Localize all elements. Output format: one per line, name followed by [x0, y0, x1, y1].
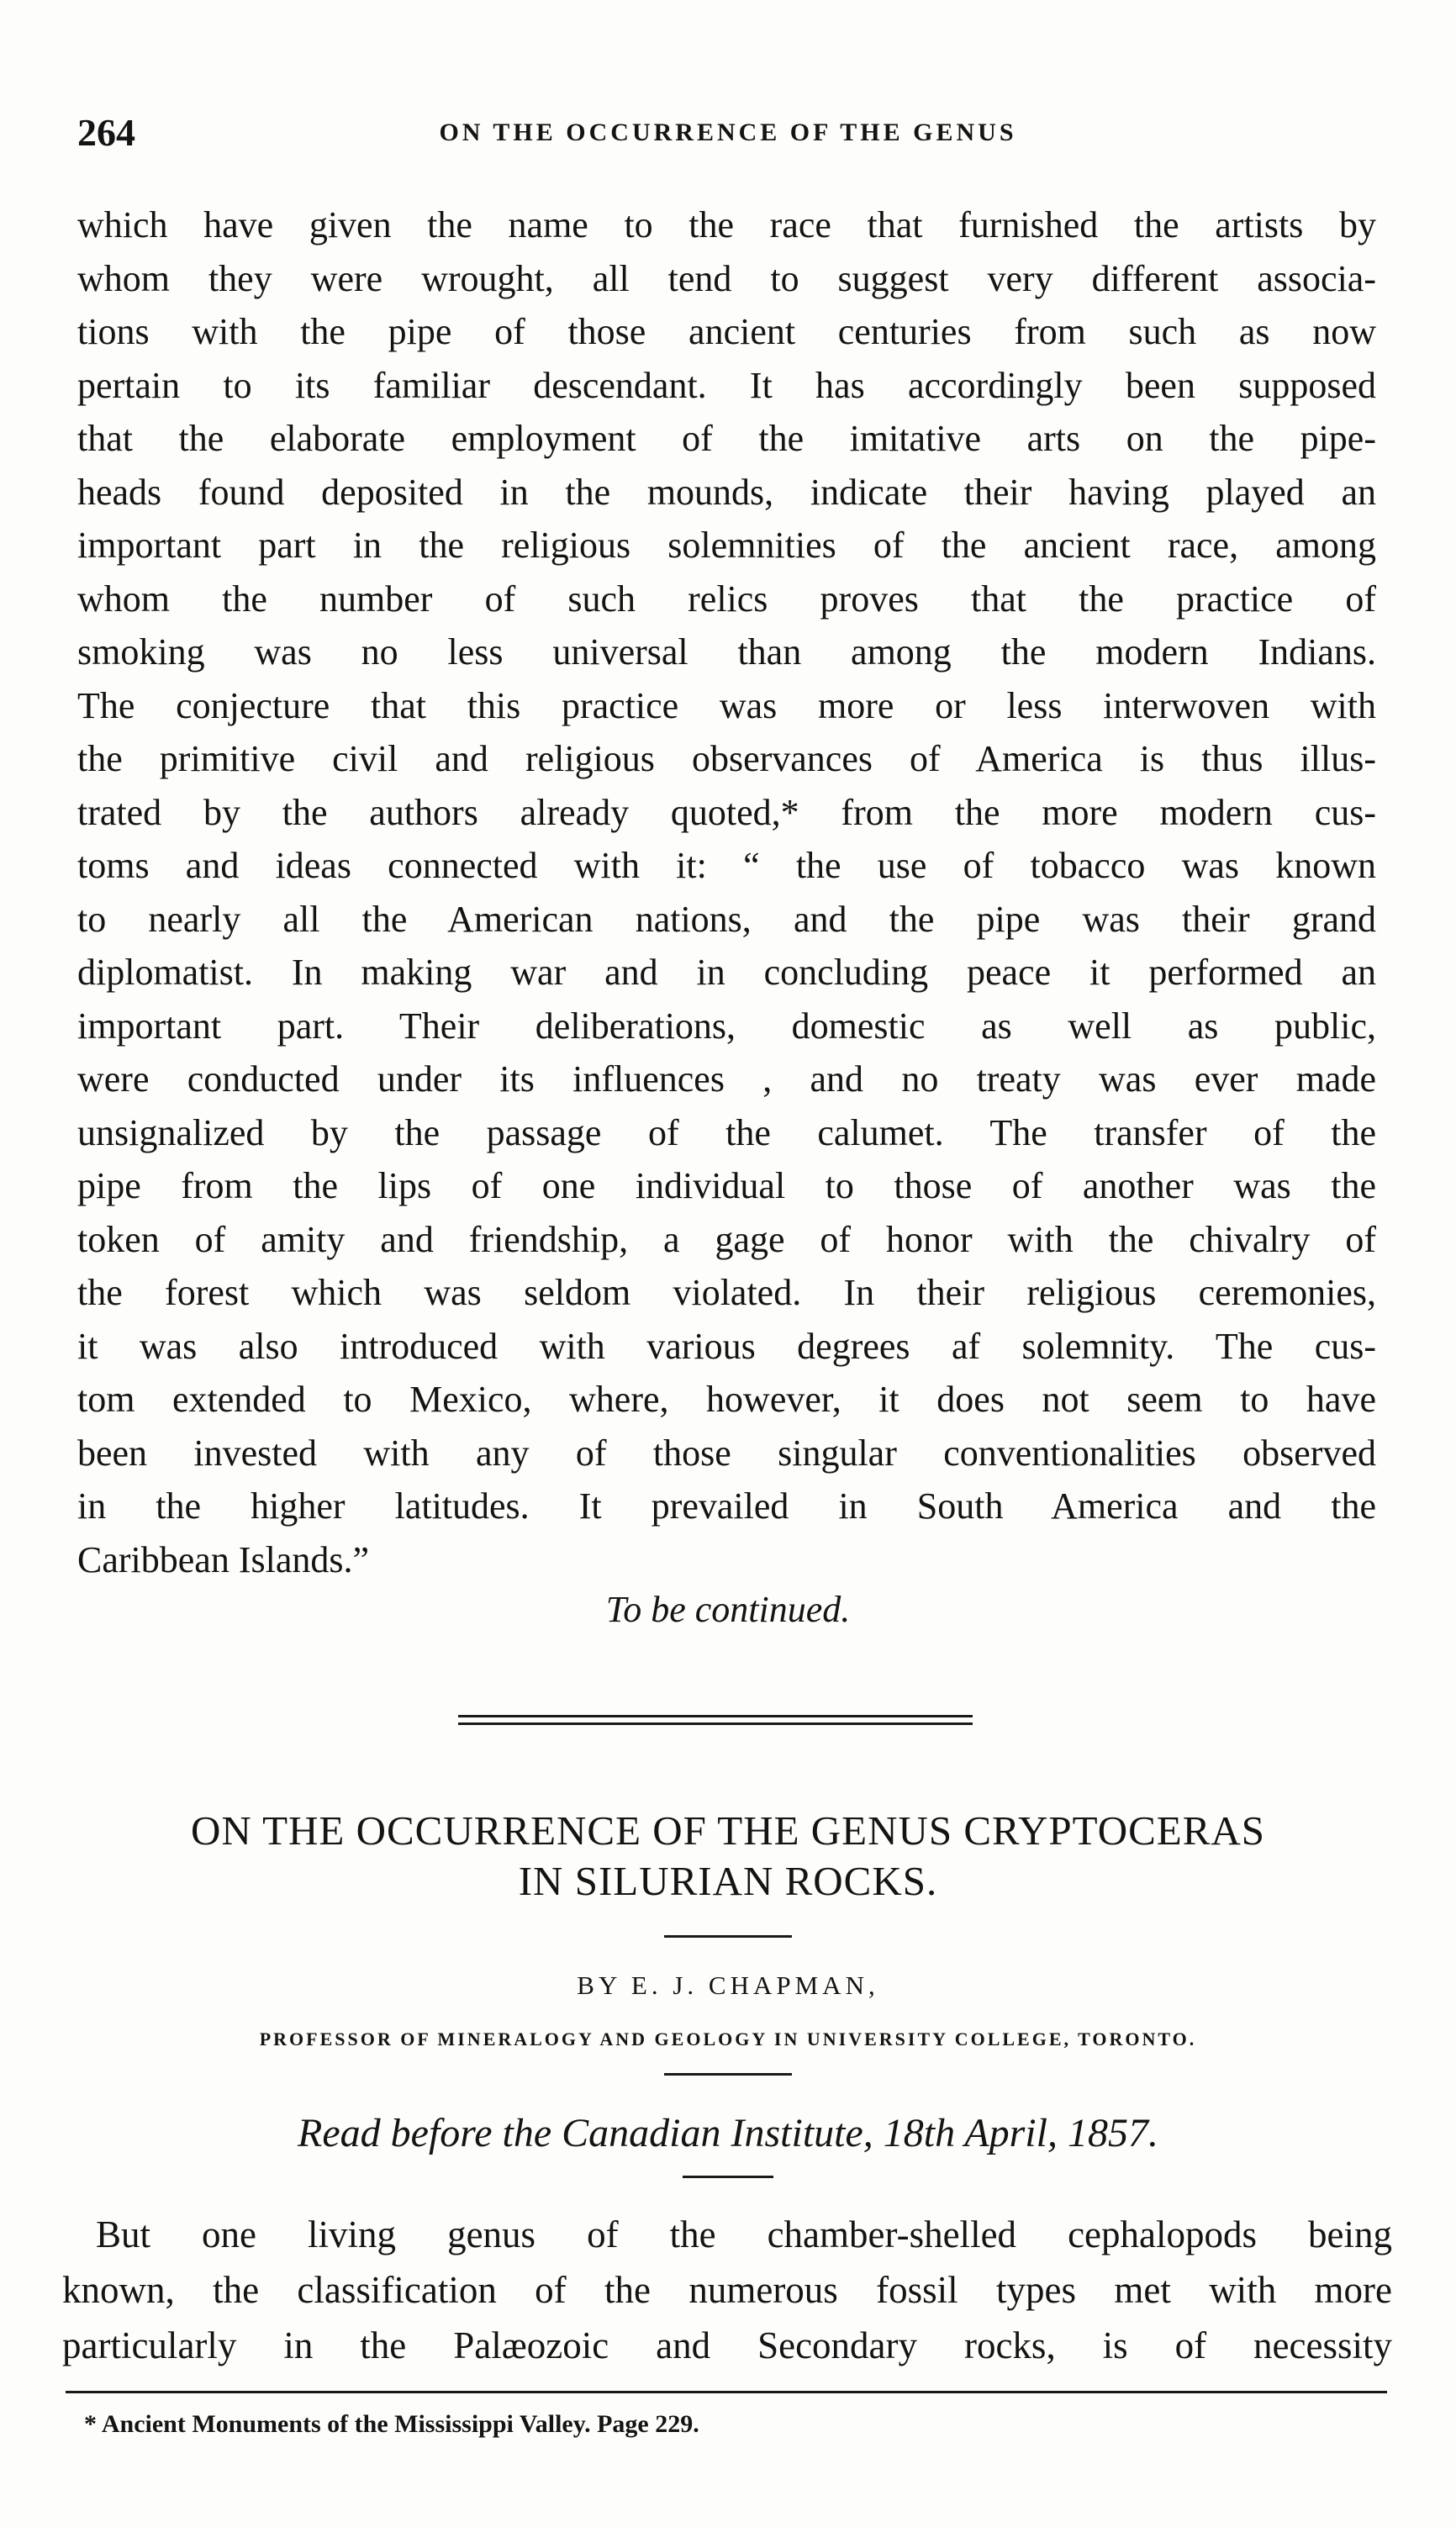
text-line: smoking was no less universal than among the modern Indians.: [77, 631, 1376, 673]
footnote: * Ancient Monuments of the Mississippi Valley. Page 229.: [84, 2410, 699, 2438]
text-line: were conducted under its influences , and no treaty was ever made: [77, 1058, 1376, 1100]
text-line: that the elaborate employment of the imitative arts on the pipe-: [77, 418, 1376, 459]
article-intro-paragraph: [62, 2207, 1392, 2373]
article-title-line: ON THE OCCURRENCE OF THE GENUS CRYPTOCERAS: [190, 1807, 1266, 1854]
article-title: [0, 1806, 1456, 1907]
byline-rule: [664, 2073, 792, 2076]
text-line: The conjecture that this practice was more or less interwoven with: [77, 684, 1376, 726]
text-line: tions with the pipe of those ancient centuries from such as now: [77, 311, 1376, 352]
running-title: ON THE OCCURRENCE OF THE GENUS: [439, 119, 1017, 146]
text-line: pertain to its familiar descendant. It has accordingly been supposed: [77, 364, 1376, 406]
text-line: the forest which was seldom violated. In their religious ceremonies,: [77, 1272, 1376, 1313]
text-line: Caribbean Islands.”: [77, 1538, 369, 1580]
text-line: particularly in the Palæozoic and Secondary rocks, is of necessity: [62, 2324, 1392, 2366]
text-line: whom the number of such relics proves that the practice of: [77, 578, 1376, 620]
text-line: But one living genus of the chamber-shelled cephalopods being: [96, 2213, 1392, 2255]
text-line: important part in the religious solemnities of the ancient race, among: [77, 525, 1376, 566]
text-line: tom extended to Mexico, where, however, it does not seem to have: [77, 1379, 1376, 1420]
text-line: whom they were wrought, all tend to suggest very different associa-: [77, 257, 1376, 299]
section-divider: [458, 1715, 973, 1725]
footnote-rule: [66, 2391, 1387, 2393]
text-line: to nearly all the American nations, and the pipe was their grand: [77, 898, 1376, 940]
text-line: in the higher latitudes. It prevailed in South America and the: [77, 1485, 1376, 1527]
title-rule: [664, 1935, 792, 1938]
text-line: unsignalized by the passage of the calumet. The transfer of the: [77, 1111, 1376, 1153]
text-line: trated by the authors already quoted,* from the more modern cus-: [77, 791, 1376, 833]
text-line: known, the classification of the numerous fossil types met with more: [62, 2269, 1392, 2311]
byline: BY E. J. CHAPMAN,: [577, 1970, 879, 2000]
text-line: it was also introduced with various degrees af solemnity. The cus-: [77, 1325, 1376, 1367]
page-number: 264: [77, 111, 135, 154]
text-line: the primitive civil and religious observances of America is thus illus-: [77, 738, 1376, 779]
short-rule: [683, 2176, 773, 2178]
text-line: token of amity and friendship, a gage of honor with the chivalry of: [77, 1218, 1376, 1260]
read-before-note: Read before the Canadian Institute, 18th April, 1857.: [298, 2111, 1158, 2155]
text-line: pipe from the lips of one individual to those of another was the: [77, 1165, 1376, 1206]
text-line: diplomatist. In making war and in concluding peace it performed an: [77, 952, 1376, 993]
to-be-continued: To be continued.: [605, 1589, 851, 1630]
author-affiliation: PROFESSOR OF MINERALOGY AND GEOLOGY IN UNIVERSITY COLLEGE, TORONTO.: [259, 2028, 1197, 2050]
running-head: [0, 108, 1456, 158]
text-line: been invested with any of those singular conventionalities observed: [77, 1432, 1376, 1474]
text-line: toms and ideas connected with it: “ the use of tobacco was known: [77, 845, 1376, 886]
article-title-line: IN SILURIAN ROCKS.: [518, 1858, 938, 1904]
text-line: important part. Their deliberations, domestic as well as public,: [77, 1005, 1376, 1047]
text-line: which have given the name to the race that furnished the artists by: [77, 204, 1376, 245]
text-line: heads found deposited in the mounds, indicate their having played an: [77, 471, 1376, 513]
continued-paragraph: [77, 198, 1376, 1586]
